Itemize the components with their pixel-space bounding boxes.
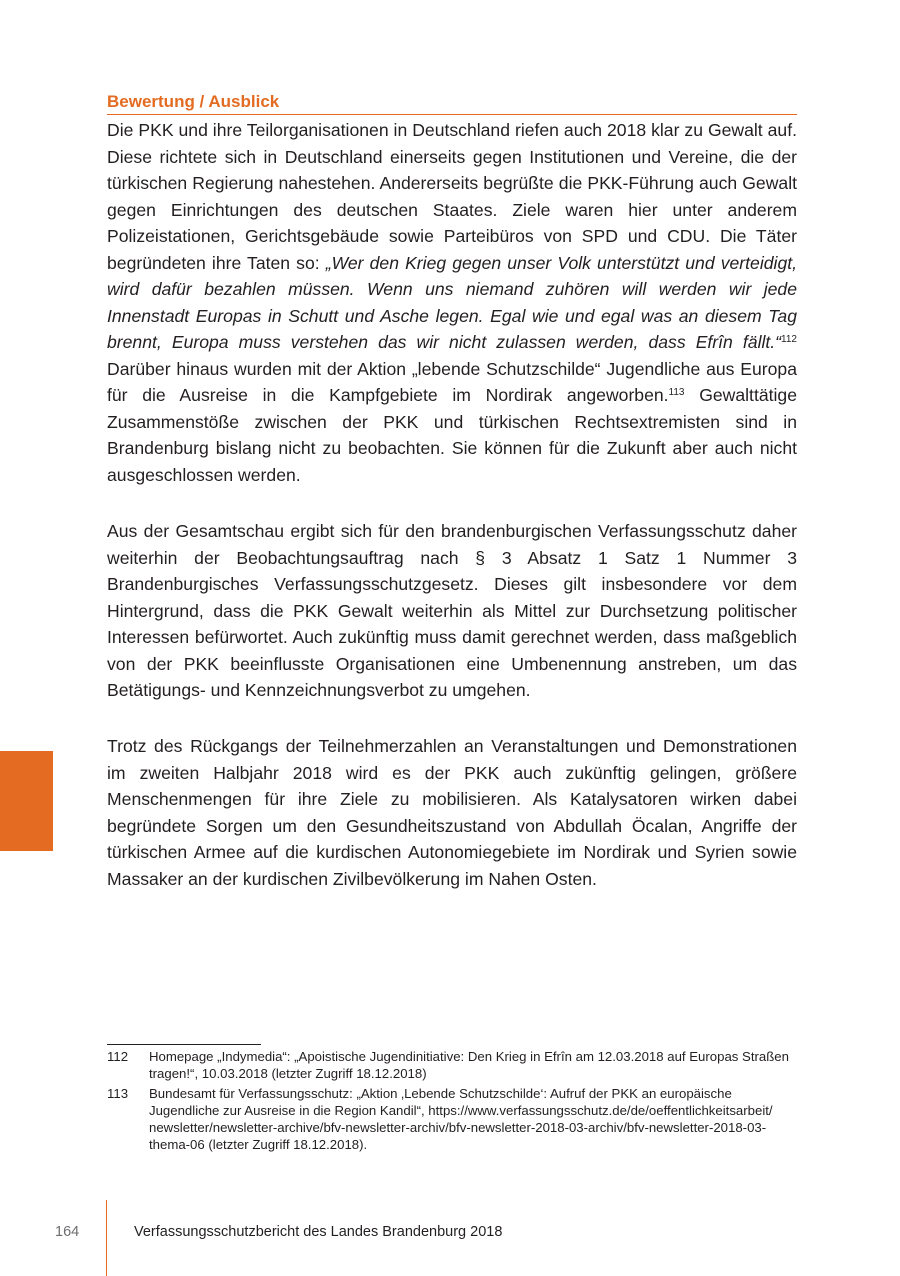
footnote-113 <box>107 1085 797 1153</box>
paragraph-text: Die PKK und ihre Teilorganisationen in Deutschland riefen auch 2018 klar zu Gewalt auf. Diese richtete sich in Deutschland einerseits gegen Institutionen und Vereine, die der türkischen Regierung nahestehen. Andererseits begrüßte die PKK-Führung auch Gewalt gegen Einrichtungen des deutschen Staates. Ziele waren hier unter anderem Polizeistationen, Gerichtsgebäude sowie Parteibüros von SPD und CDU. Die Täter begründeten ihre Taten so: <box>107 120 797 273</box>
running-title: Verfassungsschutzbericht des Landes Brandenburg 2018 <box>134 1224 503 1240</box>
footnote-ref-113[interactable]: 113 <box>668 387 685 398</box>
footnote-112 <box>107 1048 797 1082</box>
page-number: 164 <box>55 1224 80 1240</box>
paragraph-text: Darüber hinaus wurden mit der Aktion „lebende Schutzschilde“ Jugendliche aus Europa für die Ausreise in die Kampfgebiete im Nordirak angeworben. <box>107 358 797 405</box>
footnote-text: Bundesamt für Verfassungsschutz: „Aktion ‚Lebende Schutzschilde‘: Aufruf der PKK an europäische Jugendliche zur Ausreise in die Region Kandil“, https://www.verfassungsschutz.de/​de/​oeffentlichkeitsarbeit/​newsletter/​newsletter-archive/​bfv-newsletter-archiv/​bfv-newsletter-2018-​03-archiv/​bfv-newsletter-2018-03-thema-06 (letzter Zugriff 18.12.2018). <box>149 1086 773 1152</box>
footnote-separator <box>107 1044 261 1045</box>
paragraph-text: Gewalttätige Zusammenstöße zwischen der PKK und türkischen Rechtsextremisten sind in Brandenburg bislang nicht zu beobachten. Sie können für die Zukunft aber auch nicht ausgeschlossen werden. <box>107 385 797 485</box>
section-heading: Bewertung / Ausblick <box>107 92 797 115</box>
footnote-number: 112 <box>107 1049 129 1064</box>
paragraph-observation-mandate: Aus der Gesamtschau ergibt sich für den brandenburgischen Verfassungsschutz daher weiterhin der Beobachtungsauftrag nach § 3 Absatz 1 Satz 1 Nummer 3 Brandenburgisches Verfassungsschutzgesetz. Dieses gilt insbesondere vor dem Hintergrund, dass die PKK Gewalt weiterhin als Mittel zur Durchsetzung politischer Interessen befürwortet. Auch zukünftig muss damit gerechnet werden, dass maßgeblich von der PKK beeinflusste Organisationen eine Umbenennung anstreben, um das Betätigungs- und Kennzeichnungsverbot zu umgehen. <box>107 521 797 700</box>
footnote-text: Homepage „Indymedia“: „Apoistische Jugendinitiative: Den Krieg in Efrîn am 12.03.2018 auf Europas Straßen tragen!“, 10.03.2018 (letzter Zugriff 18.12.2018) <box>149 1049 789 1081</box>
footnote-number: 113 <box>107 1086 129 1101</box>
quotation: „Wer den Krieg gegen unser Volk unterstützt und verteidigt, wird dafür bezahlen müssen. Wenn uns niemand zuhören will werden wir jede Innenstadt Europas in Schutt und Asche legen. Egal wie und egal was an diesem Tag brennt, Europa muss verstehen das wir nicht zulassen werden, dass Efrîn fällt.“ <box>107 252 798 352</box>
chapter-side-tab <box>0 751 53 851</box>
paragraph-assessment <box>107 117 797 488</box>
footer-divider <box>106 1200 107 1276</box>
footnote-ref-112[interactable]: 112 <box>781 334 797 345</box>
paragraph-outlook: Trotz des Rückgangs der Teilnehmerzahlen an Veranstaltungen und Demonstrationen im zweiten Halbjahr 2018 wird es der PKK auch zukünftig gelingen, größere Menschenmengen für ihre Ziele zu mobilisieren. Als Katalysatoren wirken dabei begründete Sorgen um den Gesundheitszustand von Abdullah Öcalan, Angriffe der türkischen Armee auf die kurdischen Autonomiegebiete im Nordirak und Syrien sowie Massaker an der kurdischen Zivilbevölkerung im Nahen Osten. <box>107 736 797 889</box>
